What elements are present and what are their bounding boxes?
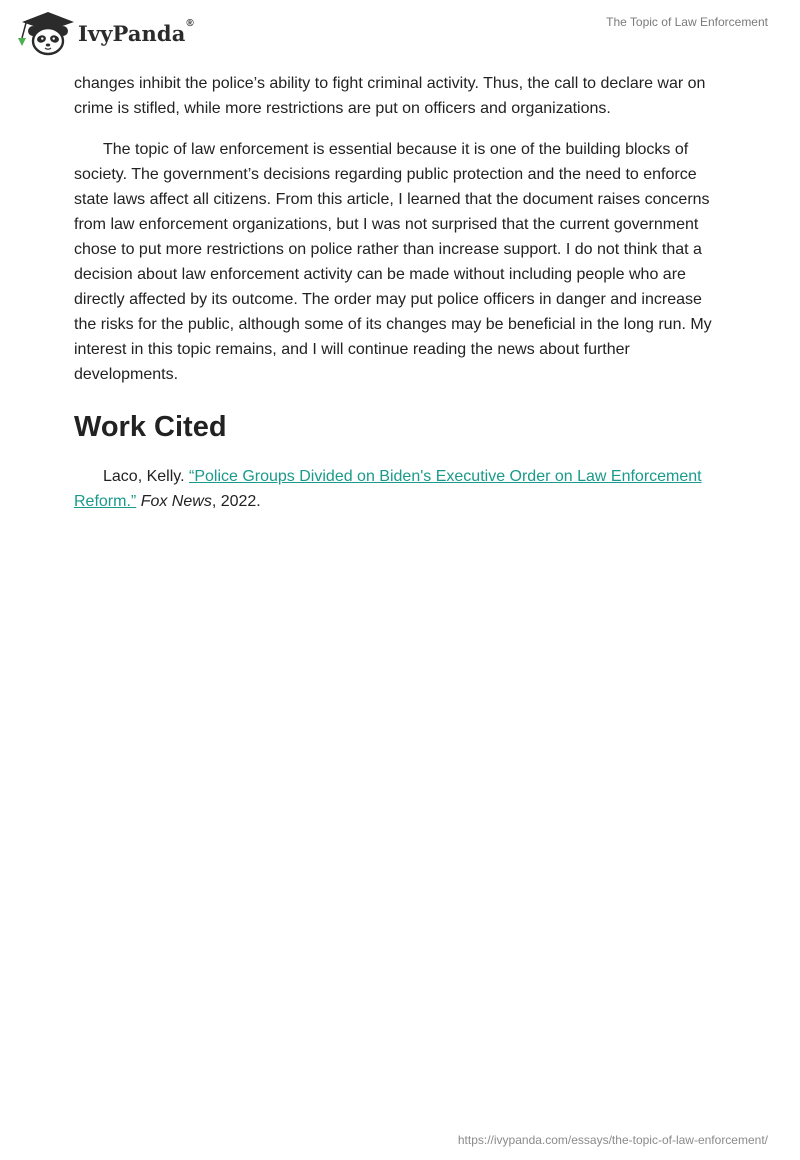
works-cited-heading: Work Cited: [74, 411, 227, 443]
citation-title-link[interactable]: “Police Groups Divided on Biden's Executive Order on Law Enforcement Reform.”: [74, 468, 702, 510]
page-header: [0, 0, 800, 64]
registered-mark: ®: [186, 17, 194, 29]
citation-year: , 2022.: [211, 493, 261, 510]
paragraph-main: The topic of law enforcement is essential because it is one of the building blocks of society. The government’s decisions regarding public protection and the need to enforce state laws affect all citizens. From this article, I learned that the document raises concerns from law enforcement organizations, but I was not surprised that the current government chose to put more restrictions on police rather than increase support. I do not think that a decision about law enforcement activity can be made without including people who are directly affected by its outcome. The order may put police officers in danger and increase the risks for the public, although some of its changes may be beneficial in the long run. My interest in this topic remains, and I will continue reading the news about further developments.: [74, 141, 712, 383]
panda-graduation-cap-icon: [14, 8, 76, 56]
running-title: The Topic of Law Enforcement: [606, 15, 768, 29]
ivypanda-logo[interactable]: [14, 8, 194, 56]
brand-name: IvyPanda: [78, 20, 186, 46]
essay-content: [74, 71, 726, 514]
paragraph-continued: changes inhibit the police’s ability to fight criminal activity. Thus, the call to declare war on crime is stifled, while more restrictions are put on officers and organizations.: [74, 75, 706, 117]
footer-url: https://ivypanda.com/essays/the-topic-of-law-enforcement/: [457, 1133, 768, 1147]
citation-source: Fox News: [140, 493, 212, 510]
citation-entry: [74, 464, 726, 514]
citation-author: Laco, Kelly.: [103, 468, 185, 485]
